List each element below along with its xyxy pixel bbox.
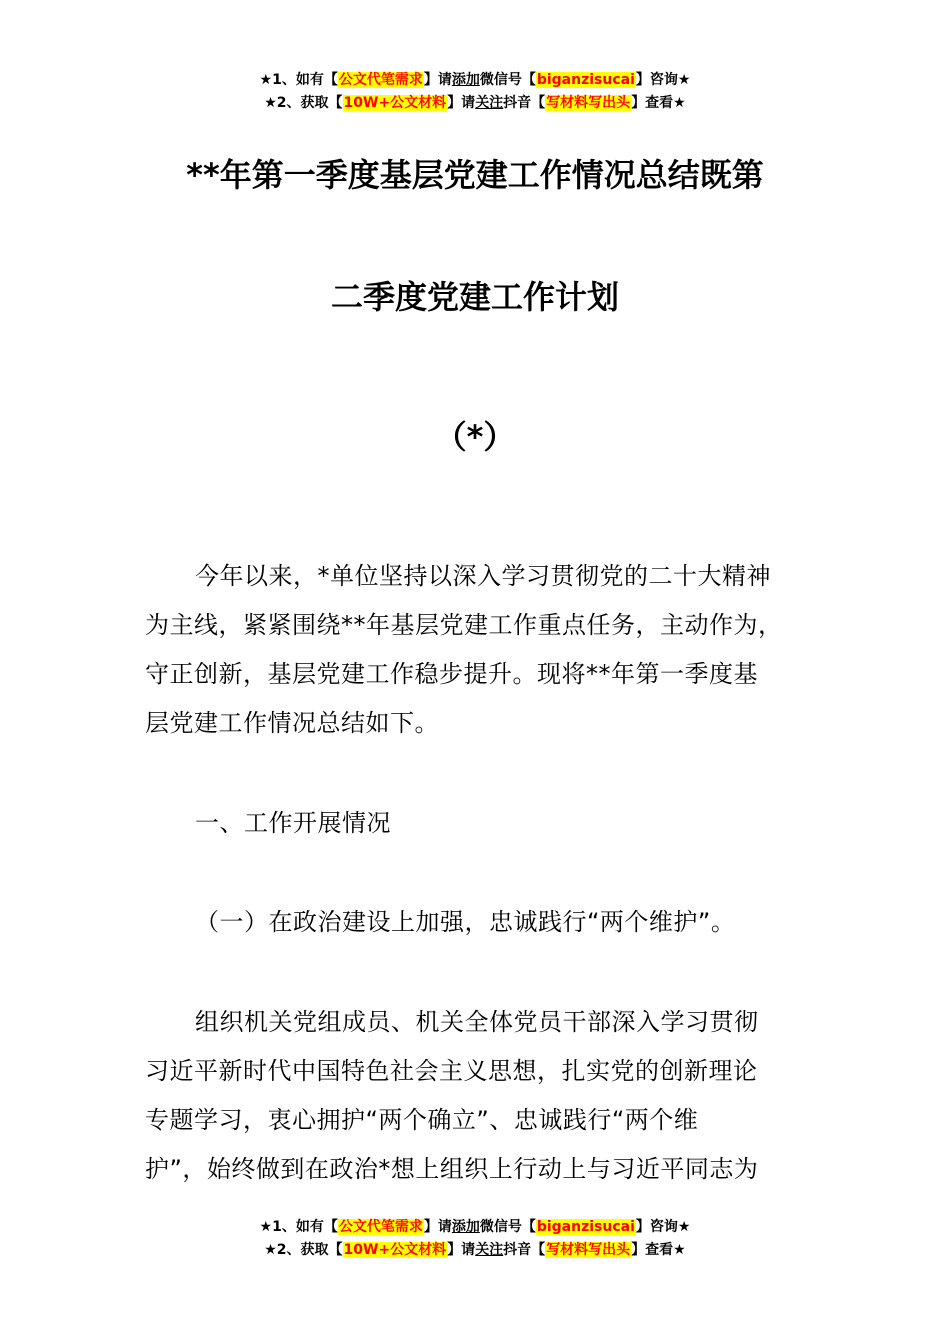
- banner-highlight: 公文代笔需求: [338, 1219, 423, 1235]
- document-title-line-2: 二季度党建工作计划: [330, 278, 619, 316]
- banner-text: 】请: [423, 1219, 452, 1235]
- banner-text: 】咨询★: [635, 72, 691, 88]
- banner-text: 】请: [423, 72, 452, 88]
- section-heading-text: 一、工作开展情况: [195, 809, 391, 837]
- banner-highlight: 写材料写出头: [546, 95, 631, 111]
- banner-text: 】请: [447, 1242, 476, 1258]
- banner-text: 】查看★: [631, 95, 686, 111]
- banner-highlight: biganzisucai: [536, 1219, 635, 1235]
- subsection-heading: [145, 898, 835, 947]
- document-title-line-3: （*）: [434, 418, 516, 456]
- banner-text: 微信号【: [479, 72, 536, 88]
- paragraph-line: 层党建工作情况总结如下。: [145, 709, 439, 737]
- banner-emphasis: 添加: [451, 1219, 480, 1235]
- paragraph-line: 组织机关党组成员、机关全体党员干部深入学习贯彻: [195, 1008, 759, 1036]
- banner-highlight: 10W+公文材料: [343, 95, 447, 111]
- subsection-heading-text: （一）在政治建设上加强，忠诚践行“两个维护”。: [195, 908, 736, 936]
- section-heading: [145, 799, 835, 848]
- footer-banner: [0, 1216, 950, 1262]
- banner-text: 】请: [447, 95, 476, 111]
- banner-text: ★1、如有【: [259, 72, 338, 88]
- intro-paragraph: [145, 552, 835, 748]
- paragraph-line: 守正创新，基层党建工作稳步提升。现将**年第一季度基: [145, 660, 758, 688]
- banner-text: 抖音【: [503, 1242, 546, 1258]
- paragraph-line: 为主线，紧紧围绕**年基层党建工作重点任务，主动作为，: [145, 611, 783, 639]
- paragraph-line: 护”，始终做到在政治*想上组织上行动上与习近平同志为: [145, 1155, 759, 1183]
- banner-emphasis: 关注: [475, 95, 504, 111]
- banner-emphasis: 添加: [451, 72, 480, 88]
- banner-text: 】查看★: [631, 1242, 686, 1258]
- paragraph-line: 专题学习，衷心拥护“两个确立”、忠诚践行“两个维: [145, 1106, 699, 1134]
- banner-text: 微信号【: [479, 1219, 536, 1235]
- header-banner: [0, 69, 950, 115]
- banner-text: ★1、如有【: [259, 1219, 338, 1235]
- document-title-line-1: **年第一季度基层党建工作情况总结既第: [186, 156, 764, 194]
- banner-highlight: 10W+公文材料: [343, 1242, 447, 1258]
- banner-line-1: [0, 69, 950, 92]
- paragraph-line: 今年以来，*单位坚持以深入学习贯彻党的二十大精神: [195, 562, 771, 590]
- banner-line-1: [0, 1216, 950, 1239]
- banner-text: ★2、获取【: [264, 1242, 343, 1258]
- banner-text: 抖音【: [503, 95, 546, 111]
- banner-text: ★2、获取【: [264, 95, 343, 111]
- banner-emphasis: 关注: [475, 1242, 504, 1258]
- body-paragraph: [145, 998, 835, 1194]
- banner-line-2: [0, 1239, 950, 1262]
- banner-highlight: biganzisucai: [536, 72, 635, 88]
- paragraph-line: 习近平新时代中国特色社会主义思想，扎实党的创新理论: [145, 1057, 758, 1085]
- banner-highlight: 写材料写出头: [546, 1242, 631, 1258]
- banner-line-2: [0, 92, 950, 115]
- banner-text: 】咨询★: [635, 1219, 691, 1235]
- banner-highlight: 公文代笔需求: [338, 72, 423, 88]
